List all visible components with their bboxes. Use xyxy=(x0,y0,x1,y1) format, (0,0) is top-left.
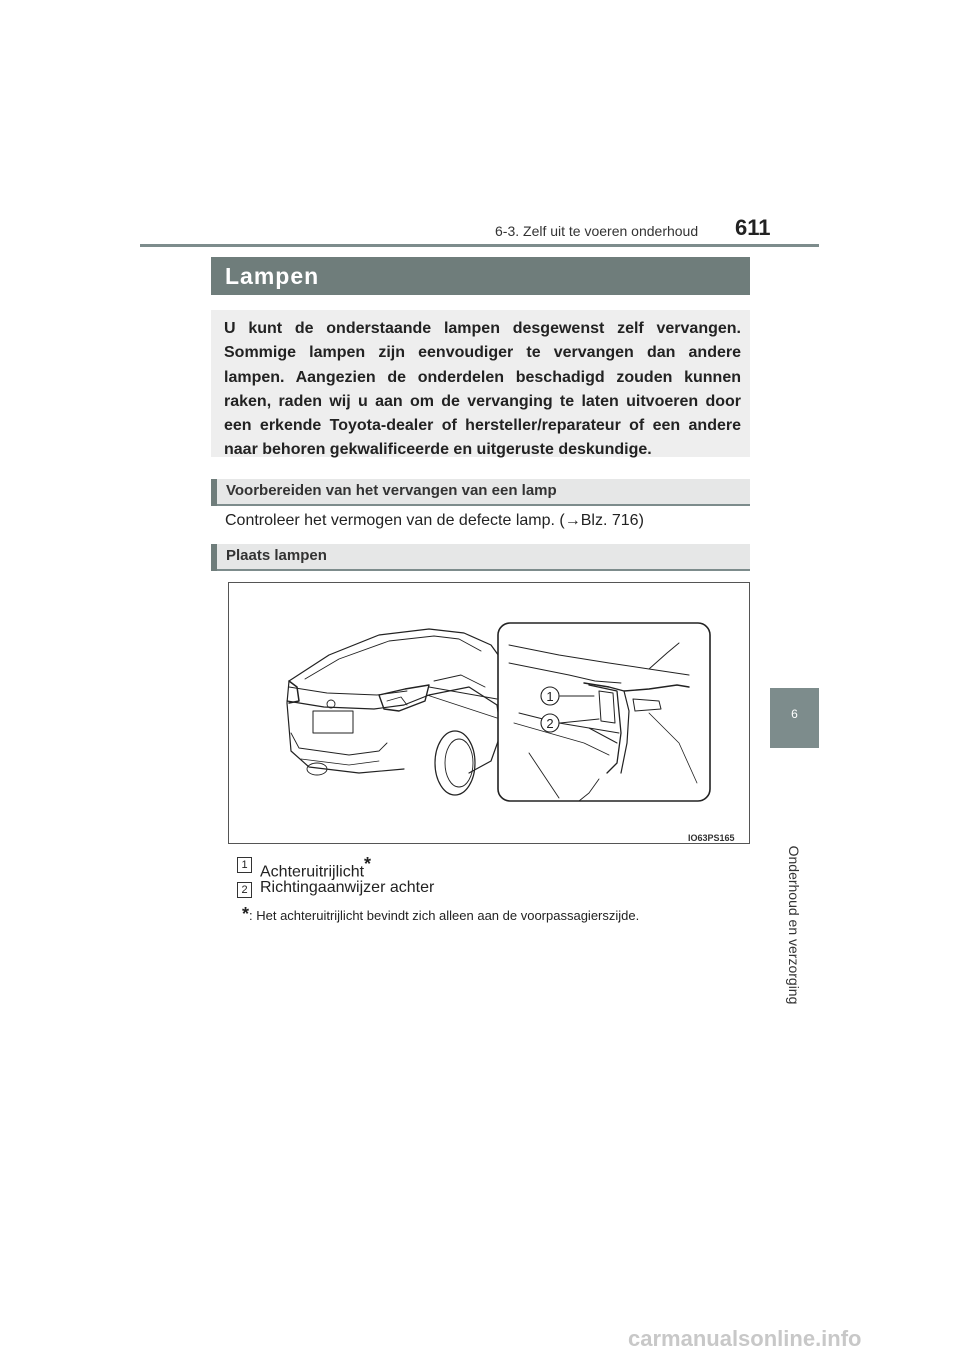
page-title: Lampen xyxy=(225,263,320,289)
section-heading-prepare xyxy=(211,479,750,506)
chapter-number: 6 xyxy=(791,707,798,721)
intro-box xyxy=(211,310,750,457)
heading-marker xyxy=(211,479,217,506)
heading-marker xyxy=(211,544,217,571)
watermark: carmanualsonline.info xyxy=(628,1326,862,1351)
section-breadcrumb: 6-3. Zelf uit te voeren onderhoud xyxy=(495,223,699,239)
prepare-instruction xyxy=(225,512,644,530)
prepare-text-before: Controleer het vermogen van de defecte lamp. ( xyxy=(225,512,565,529)
chapter-title: Onderhoud en verzorging xyxy=(786,845,802,1005)
section-heading-prepare-label: Voorbereiden van het vervangen van een lamp xyxy=(226,482,557,499)
footnote-asterisk: * xyxy=(242,904,250,924)
header-divider xyxy=(140,244,819,247)
legend-label-2: Richtingaanwijzer achter xyxy=(260,879,435,896)
intro-text: U kunt de onderstaande lampen desgewenst zelf vervangen. Sommige lampen zijn eenvoudiger te vervangen dan andere lampen. Aangezien de onderdelen beschadigd zouden kunnen raken, raden wij u aan om de vervanging te laten uitvoeren door een erkende Toyota-dealer of hersteller/reparateur of een andere naar behoren gekwalificeerde en uitgeruste deskundige. xyxy=(224,320,741,459)
figure-code: IO63PS165 xyxy=(688,833,735,843)
footnote-text: : Het achteruitrijlicht bevindt zich alleen aan de voorpassagierszijde. xyxy=(249,908,640,923)
callout-1: 1 xyxy=(546,689,554,704)
rear-car-illustration xyxy=(229,583,749,843)
illustration-frame xyxy=(228,582,750,844)
arrow-icon: → xyxy=(564,512,581,529)
page-title-bar xyxy=(211,257,750,295)
legend-label-1: Achteruitrijlicht xyxy=(260,863,365,881)
footnote xyxy=(242,904,639,925)
page-number: 611 xyxy=(735,215,771,240)
section-heading-locations xyxy=(211,544,750,571)
legend-number-2: 2 xyxy=(237,882,252,898)
callout-2: 2 xyxy=(546,716,554,731)
chapter-tab xyxy=(770,688,819,748)
section-heading-locations-label: Plaats lampen xyxy=(226,547,327,564)
legend-item-1 xyxy=(260,854,371,881)
asterisk-mark: * xyxy=(364,854,372,874)
legend-number-1: 1 xyxy=(237,857,252,873)
page-reference-link[interactable]: Blz. 716) xyxy=(580,512,644,529)
